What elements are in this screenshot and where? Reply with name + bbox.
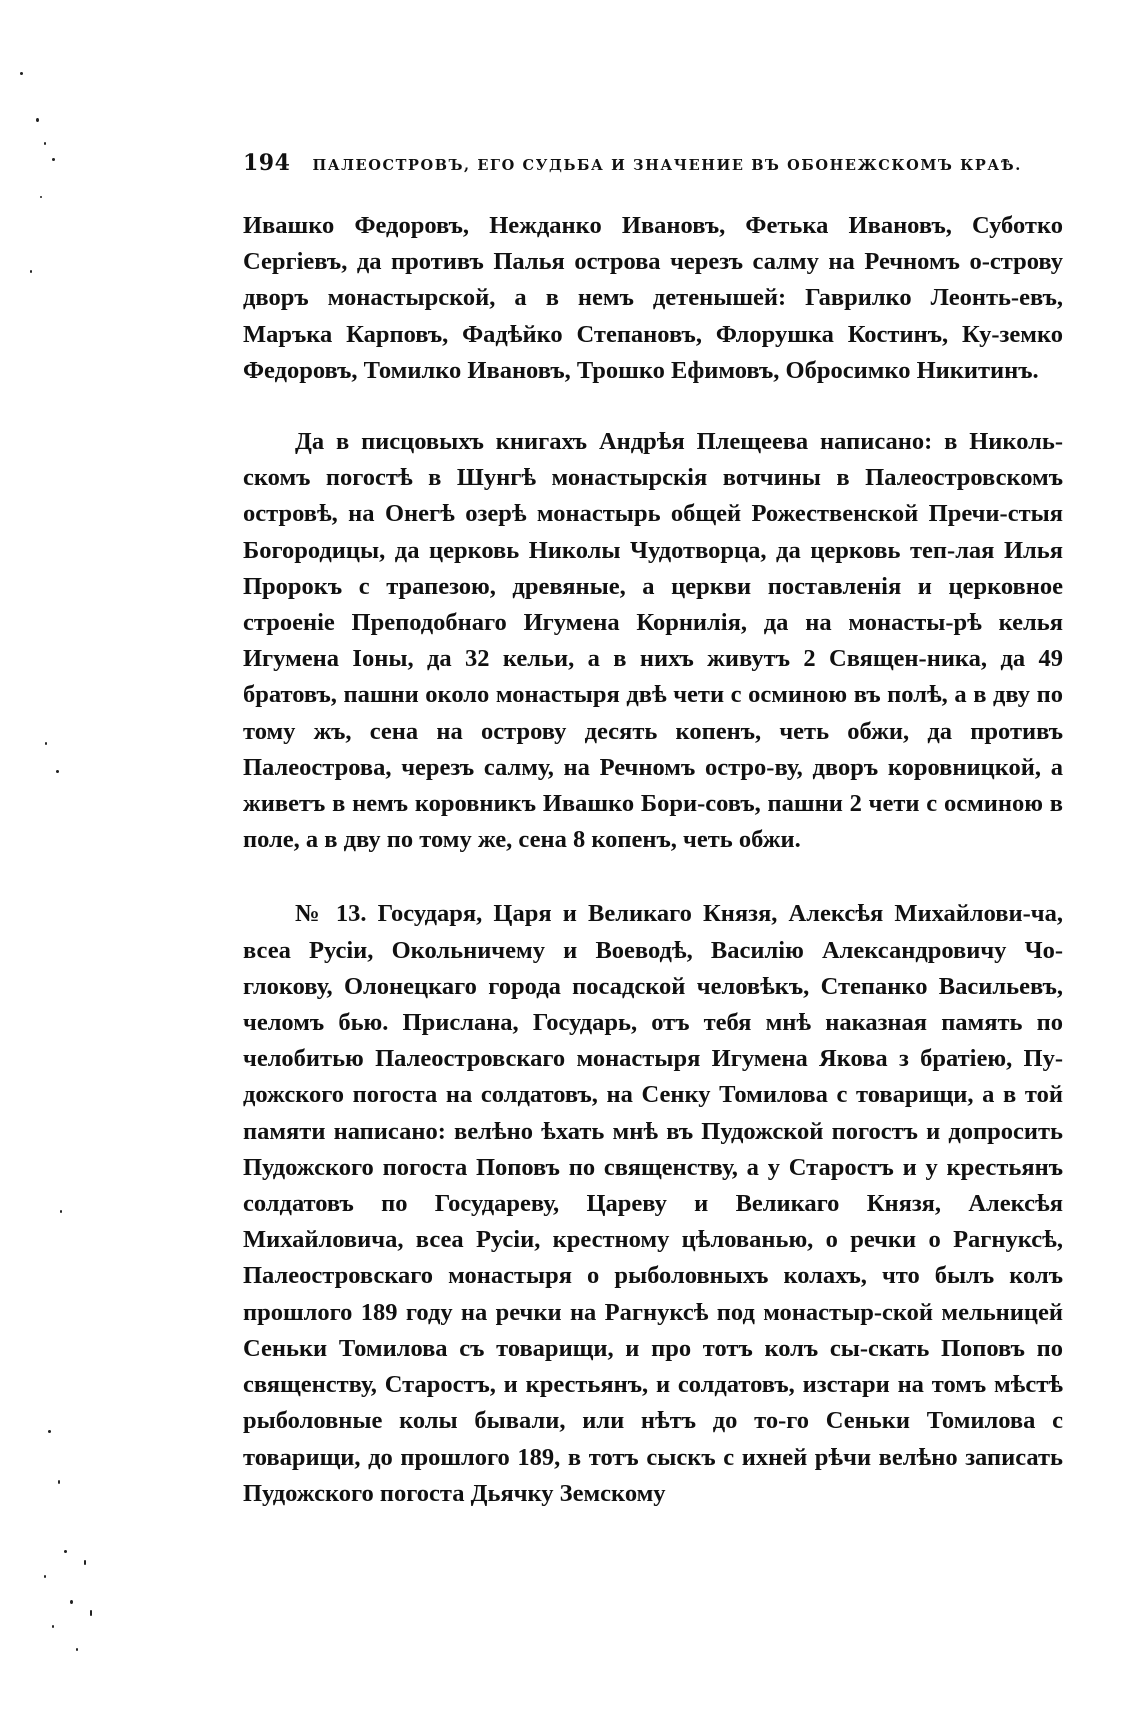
page-header — [243, 150, 1063, 180]
page-body — [243, 208, 1063, 1512]
running-title: ПАЛЕОСТРОВЪ, ЕГО СУДЬБА И ЗНАЧЕНИЕ ВЪ ОБОНЕЖСКОМЪ КРАѢ. — [312, 157, 1022, 174]
paragraph-scribe-books: Да в писцовыхъ книгахъ Андрѣя Плещеева написано: в Николь-скомъ погостѣ в Шунгѣ монастырскiя вотчины в Палеостровскомъ островѣ, на Онегѣ озерѣ монастырь общей Рожественской Пречи-стыя Богородицы, да церковь Николы Чудотворца, да церковь теп-лая Илья Пророкъ с трапезою, древяные, а церкви поставленiя и церковное строенiе Преподобнаго Игумена Корнилiя, да на монасты-рѣ келья Игумена Iоны, да 32 кельи, а в нихъ живутъ 2 Священ-ника, да 49 братовъ, пашни около монастыря двѣ чети с осминою въ полѣ, а в дву по тому жъ, сена на острову десять копенъ, четь обжи, да противъ Палеострова, черезъ салму, на Речномъ остро-ву, дворъ коровницкой, а живетъ в немъ коровникъ Ивашко Бори-совъ, пашни 2 чети с осминою в поле, а в дву по тому же, сена 8 копенъ, четь обжи. — [243, 428, 1063, 854]
page-number: 194 — [243, 150, 291, 176]
paragraph-petition-13: № 13. Государя, Царя и Великаго Князя, Алексѣя Михайлови-ча, всеа Русiи, Окольничему и Воеводѣ, Василiю Александровичу Чо-глокову, Олонецкаго города посадской человѣкъ, Степанко Васильевъ, челомъ бью. Прислана, Государь, отъ тебя мнѣ наказная память по челобитью Палеостровскаго монастыря Игумена Якова з братiею, Пу-дожского погоста на солдатовъ, на Сенку Томилова с товарищи, а в той памяти написано: велѣно ѣхать мнѣ въ Пудожской погостъ и допросить Пудожского погоста Поповъ по священству, а у Старостъ и у крестьянъ солдатовъ по Государеву, Цареву и Великаго Князя, Алексѣя Михайловича, всеа Русiи, крестному цѣлованью, о речки о Рагнуксѣ, Палеостровскаго монастыря о рыболовныхъ колахъ, что былъ колъ прошлого 189 году на речки на Рагнуксѣ под монастыр-ской мельницей Сеньки Томилова съ товарищи, и про тотъ колъ сы-скать Поповъ по священству, Старостъ, и крестьянъ, и солдатовъ, изстари на томъ мѣстѣ рыболовные колы бывали, или нѣтъ до то-го Сеньки Томилова с товарищи, до прошлого 189, в тотъ сыскъ с ихней рѣчи велѣно записать Пудожского погоста Дьячку Земскому — [243, 900, 1063, 1507]
paragraph-household-list: Ивашко Федоровъ, Нежданко Ивановъ, Фетька Ивановъ, Суботко Сергiевъ, да противъ Палья острова черезъ салму на Речномъ о-строву дворъ монастырской, а в немъ детенышей: Гаврилко Леонть-евъ, Маръка Карповъ, Фадѣйко Степановъ, Флорушка Костинъ, Ку-земко Федоровъ, Томилко Ивановъ, Трошко Ефимовъ, Обросимко Никитинъ. — [243, 212, 1063, 384]
